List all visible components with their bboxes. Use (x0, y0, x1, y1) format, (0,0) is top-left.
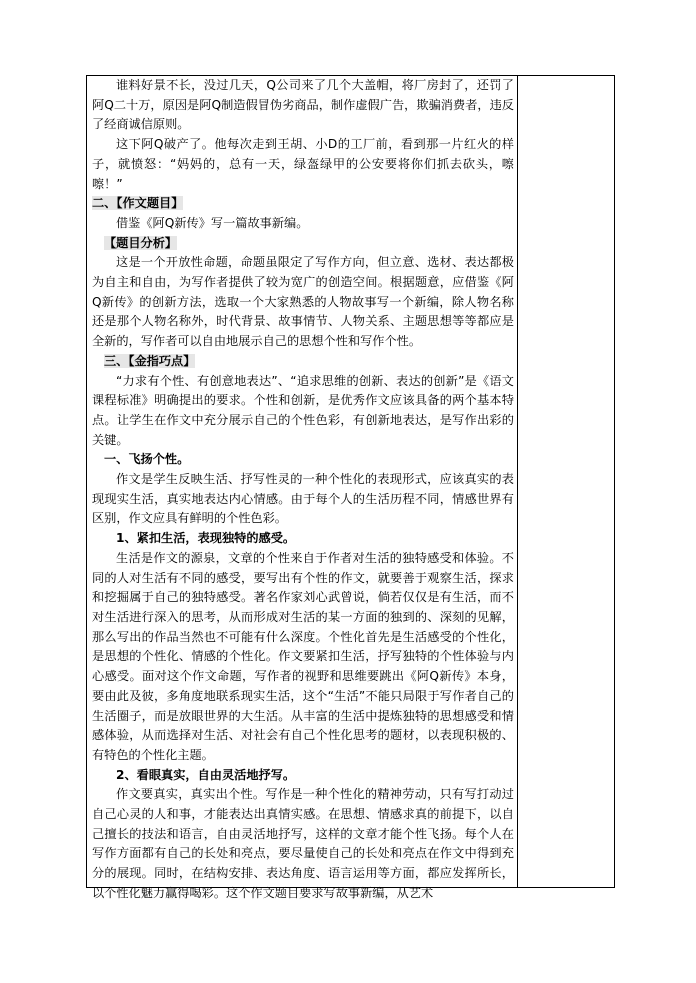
paragraph-bankruptcy: 这下阿Q破产了。他每次走到王胡、小D的工厂前，看到那一片红火的样子，就愤怒：“妈妈的，总有一天，绿盔绿甲的公安要将你们抓去砍头，嚓嚓！” (92, 137, 514, 191)
heading-tips-text: 三、【金指巧点】 (104, 353, 196, 368)
heading-essay-topic-text: 二、【作文题目】 (92, 196, 184, 211)
heading-personality: 一、飞扬个性。 (104, 452, 190, 467)
heading-topic-analysis-text: 【题目分析】 (104, 235, 178, 250)
heading-essay-topic (92, 194, 514, 214)
heading-tips (92, 352, 514, 372)
paragraph-personality: 作文是学生反映生活、抒写性灵的一种个性化的表现形式，应该真实的表现现实生活，真实地表达内心情感。由于每个人的生活历程不同，情感世界有区别，作文应具有鲜明的个性色彩。 (92, 472, 514, 526)
heading-life: 1、紧扣生活，表现独特的感受。 (116, 531, 296, 546)
heading-topic-analysis (92, 234, 514, 254)
paragraph-life: 生活是作文的源泉，文章的个性来自于作者对生活的独特感受和体验。不同的人对生活有不同的感受，要写出有个性的作文，就要善于观察生活，探求和挖掘属于自己的独特感受。著名作家刘心武曾说，倘若仅仅是有生活，而不对生活进行深入的思考，从而形成对生活的某一方面的独到的、深刻的见解，那么写出的作品当然也不可能有什么深度。个性化首先是生活感受的个性化，是思想的个性化、情感的个性化。作文要紧扣生活，抒写独特的个性体验与内心感受。面对这个作文命题，写作者的视野和思维要跳出《阿Q新传》本身，要由此及彼，多角度地联系现实生活，这个“生活”不能只局限于写作者自己的生活圈子，而是放眼世界的大生活。从丰富的生活中提炼独特的思想感受和情感体验，从而选择对生活、对社会有自己个性化思考的题材，以表现积极的、有特色的个性化主题。 (92, 550, 514, 762)
paragraph-story-ending: 谁料好景不长，没过几天，Q公司来了几个大盖帽，将厂房封了，还罚了阿Q二十万，原因是阿Q制造假冒伪劣商品，制作虚假广告，欺骗消费者，违反了经商诚信原则。 (92, 78, 514, 132)
heading-truth: 2、看眼真实，自由灵活地抒写。 (116, 767, 296, 782)
paragraph-analysis: 这是一个开放性命题，命题虽限定了写作方向，但立意、选材、表达都极为自主和自由，为写作者提供了较为宽广的创造空间。根据题意，应借鉴《阿Q新传》的创新方法，选取一个大家熟悉的人物故事写一个新编，除人物名称还是那个人物名称外，时代背景、故事情节、人物关系、主题思想等等都应是全新的，写作者可以自由地展示自己的思想个性和写作个性。 (92, 255, 514, 349)
column-divider (517, 76, 518, 888)
paragraph-topic: 借鉴《阿Q新传》写一篇故事新编。 (116, 215, 309, 230)
paragraph-tips: “力求有个性、有创意地表达”、“追求思维的创新、表达的创新”是《语文课程标准》明确提出的要求。个性和创新，是优秀作文应该具备的两个基本特点。让学生在作文中充分展示自己的个性色彩，有创新地表达，是写作出彩的关键。 (92, 373, 514, 447)
paragraph-truth: 作文要真实，真实出个性。写作是一种个性化的精神劳动，只有写打动过自己心灵的人和事，才能表达出真情实感。在思想、情感求真的前提下，以自己擅长的技法和语言，自由灵活地抒写，这样的文章才能个性飞扬。每个人在写作方面都有自己的长处和亮点，要尽量使自己的长处和亮点在作文中得到充分的展现。同时，在结构安排、表达角度、语言运用等方面，都应发挥所长，以个性化魅力赢得喝彩。这个作文题目要求写故事新编，从艺术 (92, 787, 514, 900)
document-body (92, 76, 514, 904)
